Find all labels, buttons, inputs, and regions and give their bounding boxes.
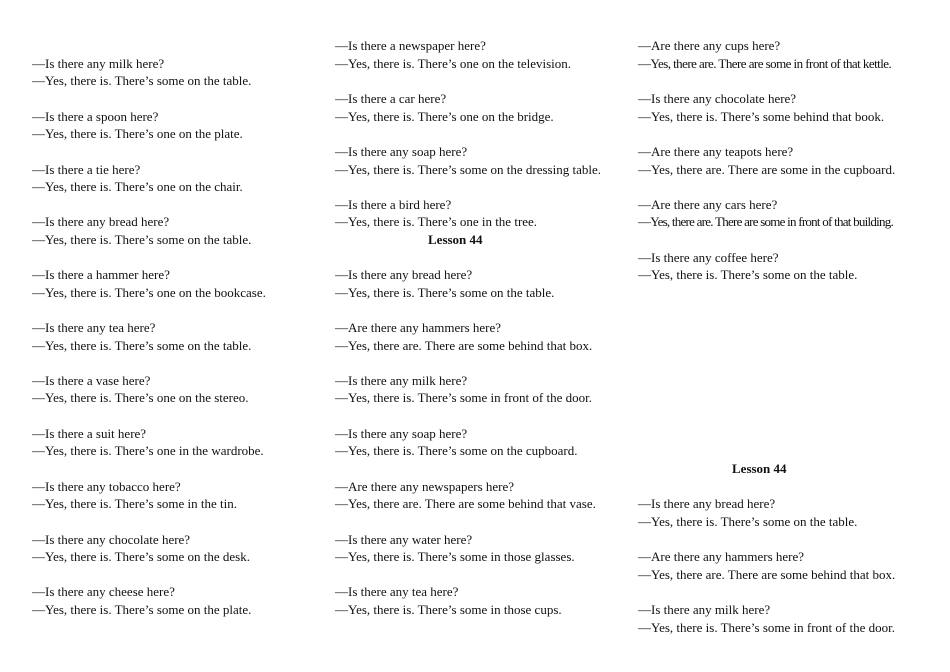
- question-line: —Is there a hammer here?: [32, 267, 170, 282]
- question-line: —Is there any chocolate here?: [32, 532, 191, 547]
- answer-line: —Yes, there are. There are some in front of that kettle.: [638, 56, 892, 71]
- question-line: —Are there any cups here?: [638, 38, 781, 53]
- lesson-heading: Lesson 44: [732, 461, 787, 476]
- question-line: —Are there any cars here?: [638, 197, 778, 212]
- answer-line: —Yes, there is. There’s some in those cups.: [335, 602, 562, 617]
- answer-line: —Yes, there is. There’s one in the tree.: [335, 214, 538, 229]
- answer-line: —Yes, there are. There are some behind that box.: [335, 338, 593, 353]
- answer-line: —Yes, there are. There are some in the cupboard.: [638, 162, 896, 177]
- answer-line: —Yes, there is. There’s some behind that book.: [638, 109, 885, 124]
- question-line: —Is there a car here?: [335, 91, 447, 106]
- answer-line: —Yes, there are. There are some behind that box.: [638, 567, 896, 582]
- answer-line: —Yes, there is. There’s some in front of the door.: [638, 620, 895, 635]
- question-line: —Is there any milk here?: [335, 373, 468, 388]
- answer-line: —Yes, there are. There are some in front of that building.: [638, 214, 893, 229]
- answer-line: —Yes, there is. There’s some on the table.: [638, 514, 858, 529]
- question-line: —Is there a suit here?: [32, 426, 147, 441]
- answer-line: —Yes, there is. There’s some on the table.: [638, 267, 858, 282]
- question-line: —Is there a spoon here?: [32, 109, 159, 124]
- question-line: —Is there any milk here?: [638, 602, 771, 617]
- lesson-heading: Lesson 44: [428, 232, 483, 247]
- answer-line: —Yes, there is. There’s some in the tin.: [32, 496, 237, 511]
- answer-line: —Yes, there is. There’s one in the wardrobe.: [32, 443, 264, 458]
- question-line: —Is there a bird here?: [335, 197, 452, 212]
- question-line: —Are there any teapots here?: [638, 144, 794, 159]
- answer-line: —Yes, there is. There’s some on the table.: [335, 285, 555, 300]
- question-line: —Is there any tea here?: [335, 584, 459, 599]
- answer-line: —Yes, there is. There’s some on the table.: [32, 73, 252, 88]
- question-line: —Is there any soap here?: [335, 144, 468, 159]
- answer-line: —Yes, there is. There’s some on the table.: [32, 232, 252, 247]
- answer-line: —Yes, there is. There’s one on the bookcase.: [32, 285, 266, 300]
- answer-line: —Yes, there are. There are some behind that vase.: [335, 496, 596, 511]
- answer-line: —Yes, there is. There’s one on the stereo.: [32, 390, 249, 405]
- question-line: —Is there any chocolate here?: [638, 91, 797, 106]
- answer-line: —Yes, there is. There’s some on the dressing table.: [335, 162, 601, 177]
- answer-line: —Yes, there is. There’s some on the table.: [32, 338, 252, 353]
- question-line: —Is there any soap here?: [335, 426, 468, 441]
- question-line: —Is there any milk here?: [32, 56, 165, 71]
- answer-line: —Yes, there is. There’s some in those glasses.: [335, 549, 575, 564]
- question-line: —Is there any bread here?: [335, 267, 473, 282]
- question-line: —Are there any hammers here?: [335, 320, 502, 335]
- question-line: —Is there any bread here?: [32, 214, 170, 229]
- question-line: —Are there any newspapers here?: [335, 479, 515, 494]
- answer-line: —Yes, there is. There’s some in front of the door.: [335, 390, 592, 405]
- question-line: —Is there any cheese here?: [32, 584, 175, 599]
- question-line: —Is there any coffee here?: [638, 250, 779, 265]
- question-line: —Are there any hammers here?: [638, 549, 805, 564]
- answer-line: —Yes, there is. There’s one on the bridge.: [335, 109, 554, 124]
- question-line: —Is there a vase here?: [32, 373, 151, 388]
- question-line: —Is there any water here?: [335, 532, 473, 547]
- question-line: —Is there any tea here?: [32, 320, 156, 335]
- question-line: —Is there a newspaper here?: [335, 38, 486, 53]
- answer-line: —Yes, there is. There’s one on the television.: [335, 56, 572, 71]
- question-line: —Is there a tie here?: [32, 162, 141, 177]
- answer-line: —Yes, there is. There’s some on the cupboard.: [335, 443, 578, 458]
- answer-line: —Yes, there is. There’s some on the desk.: [32, 549, 250, 564]
- answer-line: —Yes, there is. There’s one on the plate.: [32, 126, 243, 141]
- answer-line: —Yes, there is. There’s one on the chair.: [32, 179, 243, 194]
- answer-line: —Yes, there is. There’s some on the plate.: [32, 602, 252, 617]
- question-line: —Is there any bread here?: [638, 496, 776, 511]
- question-line: —Is there any tobacco here?: [32, 479, 181, 494]
